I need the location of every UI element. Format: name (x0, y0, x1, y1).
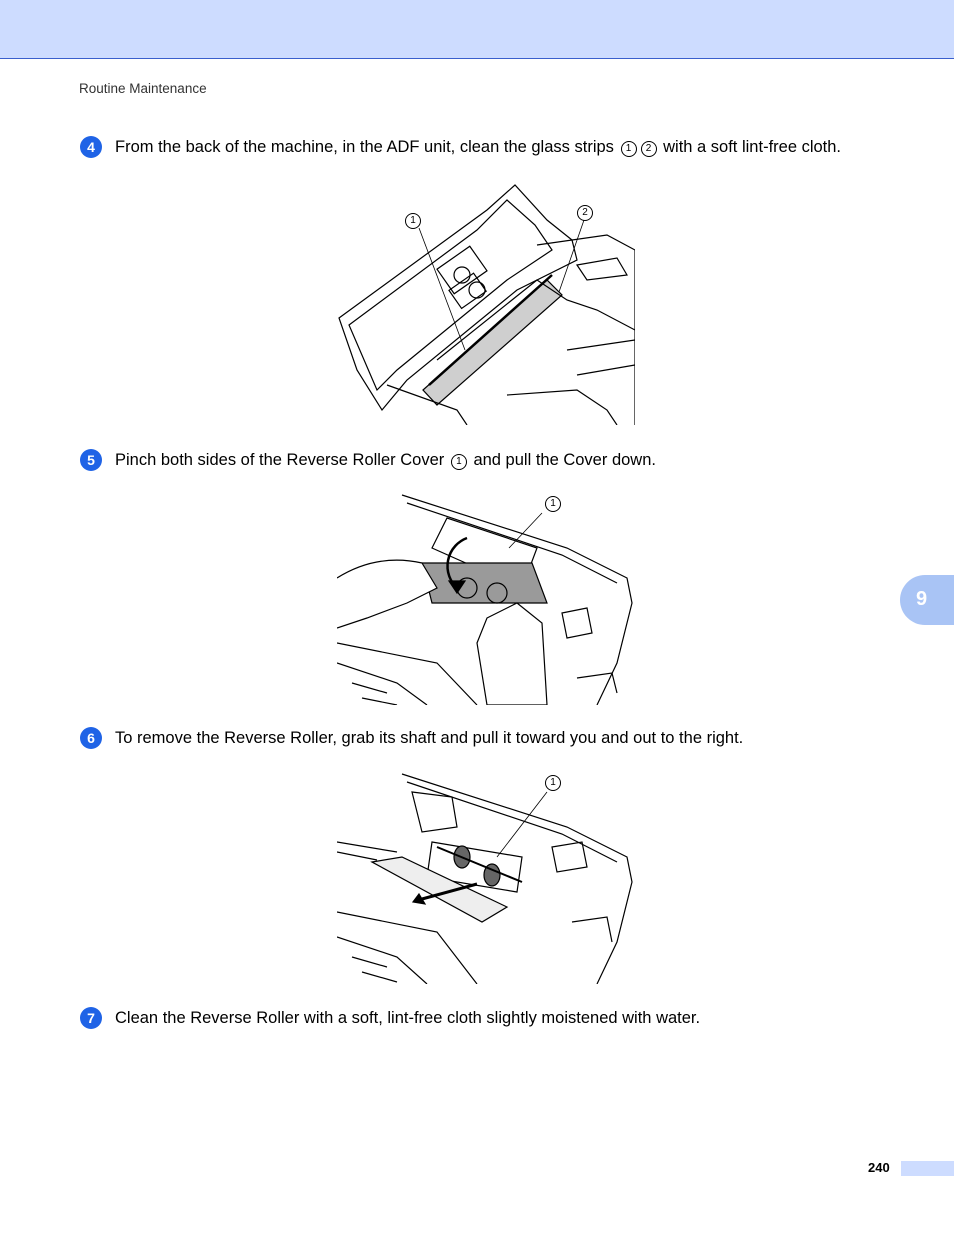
step-text (115, 137, 841, 157)
step-number-badge: 7 (80, 1007, 102, 1029)
step-text-part: Pinch both sides of the Reverse Roller Cover (115, 451, 445, 469)
step-number-badge: 6 (80, 727, 102, 749)
reverse-roller-illustration (337, 772, 635, 984)
figure-roller-cover (337, 493, 635, 705)
callout: 1 (545, 775, 561, 791)
figure-glass-strips (337, 180, 635, 425)
step-text-part: and pull the Cover down. (473, 451, 656, 469)
ref-marker: 2 (641, 141, 657, 157)
step-text: To remove the Reverse Roller, grab its shaft and pull it toward you and out to the right. (115, 729, 744, 747)
callout: 1 (545, 496, 561, 512)
step-number-badge: 5 (80, 449, 102, 471)
callout: 2 (577, 205, 593, 221)
ref-marker: 1 (621, 141, 637, 157)
figure-reverse-roller (337, 772, 635, 984)
step-text: Clean the Reverse Roller with a soft, lint-free cloth slightly moistened with water. (115, 1009, 701, 1027)
page-number-bar (901, 1161, 954, 1176)
chapter-number: 9 (916, 588, 928, 610)
header-band (0, 0, 954, 59)
roller-cover-illustration (337, 493, 635, 705)
step-number-badge: 4 (80, 136, 102, 158)
callout: 1 (405, 213, 421, 229)
step-text-part: From the back of the machine, in the ADF unit, clean the glass strips (115, 138, 614, 156)
section-label: Routine Maintenance (79, 81, 207, 96)
chapter-tab (900, 575, 954, 625)
ref-marker: 1 (451, 454, 467, 470)
step-text (115, 450, 656, 470)
step-text-part: with a soft lint-free cloth. (663, 138, 842, 156)
page-number: 240 (868, 1160, 890, 1175)
